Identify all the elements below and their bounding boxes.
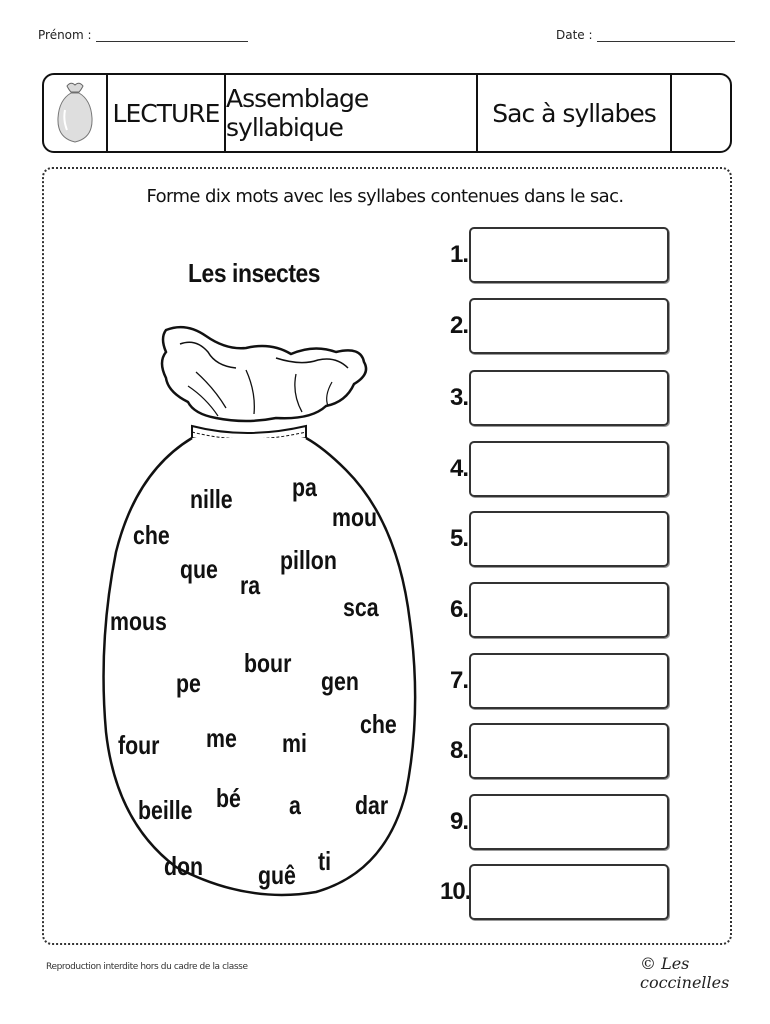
syllable: don	[164, 851, 204, 881]
syllable: pe	[176, 668, 201, 698]
header-empty-cell	[672, 75, 730, 151]
answer-box[interactable]	[469, 370, 669, 426]
bag-title: Les insectes	[188, 258, 321, 288]
answer-row	[440, 582, 669, 638]
syllable: mous	[110, 606, 167, 636]
syllable: pillon	[280, 545, 337, 575]
syllable: dar	[355, 790, 389, 820]
answer-number: 10.	[440, 878, 471, 905]
answer-number: 2.	[449, 312, 468, 339]
answer-box[interactable]	[469, 227, 669, 283]
syllable: mou	[332, 502, 378, 532]
instruction-text: Forme dix mots avec les syllabes contenues dans le sac.	[146, 186, 624, 207]
answer-row	[440, 723, 669, 779]
answer-number: 4.	[449, 455, 468, 482]
answer-box[interactable]	[469, 794, 669, 850]
footer-brand: © Les coccinelles	[640, 954, 730, 992]
date-label: Date :	[556, 28, 593, 42]
syllable: sca	[343, 592, 379, 622]
answer-row	[440, 653, 669, 709]
syllable: a	[289, 790, 301, 820]
syllable: mi	[282, 728, 307, 758]
answer-row	[440, 864, 669, 920]
answer-number: 3.	[449, 384, 468, 411]
answer-number: 8.	[449, 737, 468, 764]
answer-row	[440, 794, 669, 850]
answer-box[interactable]	[469, 298, 669, 354]
header-assemblage: Assemblage syllabique	[226, 75, 478, 151]
syllable: pa	[292, 472, 317, 502]
answer-box[interactable]	[469, 864, 669, 920]
answer-number: 9.	[449, 808, 468, 835]
answer-box[interactable]	[469, 653, 669, 709]
header-sac: Sac à syllabes	[478, 75, 672, 151]
answer-box[interactable]	[469, 511, 669, 567]
answer-number: 7.	[449, 667, 468, 694]
syllable: bour	[244, 648, 292, 678]
answer-box[interactable]	[469, 582, 669, 638]
syllable: four	[118, 730, 160, 760]
answer-number: 6.	[449, 596, 468, 623]
syllable: che	[360, 709, 397, 739]
syllable: che	[133, 520, 170, 550]
syllable: gen	[321, 666, 359, 696]
prenom-field	[38, 28, 248, 42]
prenom-label: Prénom :	[38, 28, 92, 42]
prenom-line[interactable]	[96, 40, 248, 42]
answer-number: 5.	[449, 525, 468, 552]
syllable: beille	[138, 795, 193, 825]
header-banner	[42, 73, 732, 153]
answer-number: 1.	[449, 241, 468, 268]
syllable: nille	[190, 484, 233, 514]
small-bag-icon	[55, 80, 95, 146]
syllable: guê	[258, 860, 296, 890]
date-line[interactable]	[597, 40, 735, 42]
syllable: bé	[216, 783, 241, 813]
answer-row	[440, 227, 669, 283]
syllable: ra	[240, 570, 261, 600]
answer-row	[440, 511, 669, 567]
footer-copyright-notice: Reproduction interdite hors du cadre de la classe	[46, 962, 248, 972]
date-field	[556, 28, 735, 42]
answer-box[interactable]	[469, 441, 669, 497]
syllable: que	[180, 554, 218, 584]
answer-row	[440, 441, 669, 497]
header-lecture: LECTURE	[108, 75, 226, 151]
header-icon-cell	[44, 75, 108, 151]
syllable: ti	[318, 846, 332, 876]
answer-box[interactable]	[469, 723, 669, 779]
answer-row	[440, 370, 669, 426]
answer-row	[440, 298, 669, 354]
syllable: me	[206, 723, 237, 753]
